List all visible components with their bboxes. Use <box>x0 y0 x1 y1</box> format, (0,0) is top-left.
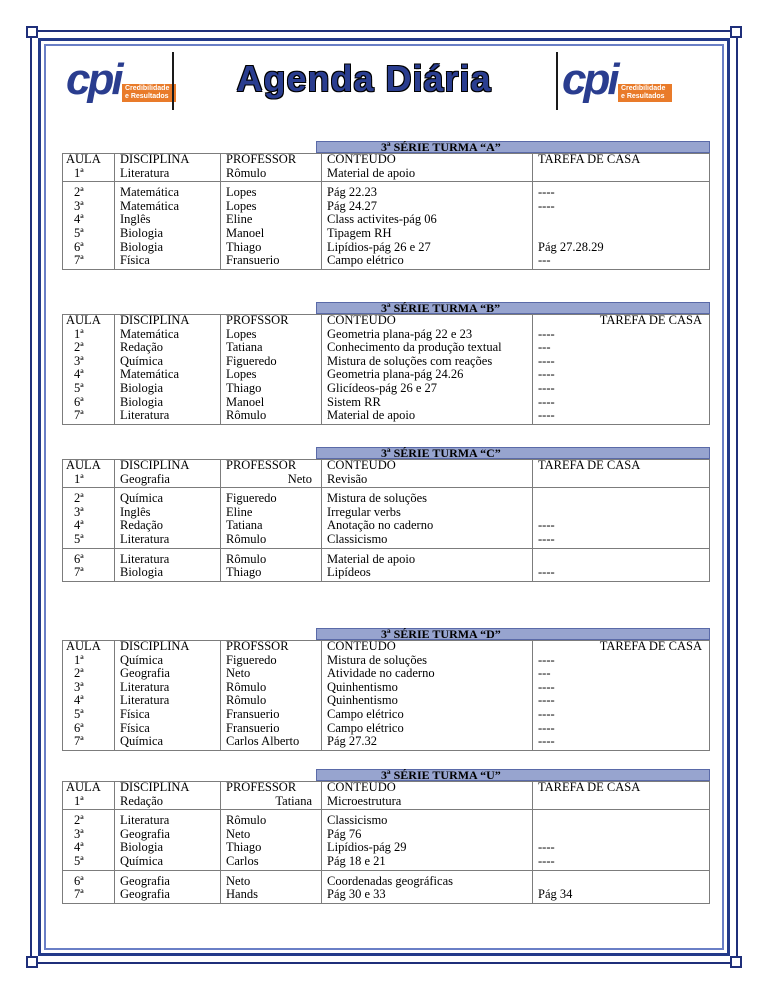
cell-conteudo: Glicídeos-pág 26 e 27 <box>327 381 438 395</box>
cell-tarefa: ---- <box>538 720 555 735</box>
column-header-aula: AULA <box>66 639 101 653</box>
cell-disciplina: Redação <box>120 518 164 533</box>
logo-tagline: Credibilidade e Resultados <box>122 84 176 102</box>
cell-aula: 7ª <box>74 565 84 580</box>
cell-professor: Thiago <box>226 565 262 580</box>
group-divider <box>62 181 710 182</box>
column-header-disciplina: DISCIPLINA <box>120 152 190 166</box>
cell-conteudo: Pág 30 e 33 <box>327 887 386 902</box>
frame-corner-top-left <box>26 26 38 38</box>
cell-disciplina: Matemática <box>120 185 179 200</box>
column-header-professor: PROFSSOR <box>226 313 289 327</box>
cell-professor: Tatiana <box>275 793 312 808</box>
cell-professor: Rômulo <box>226 813 267 828</box>
cell-disciplina: Biologia <box>120 565 164 580</box>
logo-tagline: Credibilidade e Resultados <box>618 84 672 102</box>
cell-conteudo: Material de apoio <box>327 165 416 180</box>
cell-conteudo: Campo elétrico <box>327 707 404 721</box>
cell-professor: Rômulo <box>226 693 267 708</box>
cell-professor: Tatiana <box>226 518 263 533</box>
group-divider <box>62 870 710 871</box>
cell-professor: Rômulo <box>226 551 267 566</box>
frame-corner-top-right <box>730 26 742 38</box>
cell-professor: Fransuerio <box>226 720 280 735</box>
cell-professor: Figueredo <box>226 353 277 368</box>
cell-disciplina: Química <box>120 652 164 667</box>
cpi-logo-left <box>66 52 176 108</box>
cell-conteudo: Pág 24.27 <box>327 198 377 213</box>
cell-conteudo: Class activites-pág 06 <box>327 212 437 227</box>
cell-tarefa: ---- <box>538 198 555 213</box>
cell-tarefa: --- <box>538 666 551 681</box>
cell-disciplina: Biologia <box>120 394 164 409</box>
column-header-disciplina: DISCIPLINA <box>120 780 190 794</box>
header-divider-right <box>556 52 558 110</box>
cell-conteudo: Atividade no caderno <box>327 666 435 681</box>
cell-professor: Fransuerio <box>226 707 280 721</box>
cell-professor: Carlos <box>226 854 259 868</box>
cell-conteudo: Lipídios-pág 26 e 27 <box>327 239 431 254</box>
cell-conteudo: Sistem RR <box>327 394 381 409</box>
column-header-tarefa: TAREFA DE CASA <box>599 313 702 327</box>
cell-disciplina: Biologia <box>120 840 164 855</box>
cell-conteudo: Material de apoio <box>327 408 416 423</box>
cell-professor: Neto <box>226 826 251 841</box>
cell-aula: 2ª <box>74 340 84 355</box>
column-header-disciplina: DISCIPLINA <box>120 458 190 472</box>
frame-corner-bottom-left <box>26 956 38 968</box>
column-header-conteudo: CONTEUDO <box>327 152 396 166</box>
cell-aula: 1ª <box>74 471 84 486</box>
cell-disciplina: Literatura <box>120 813 170 828</box>
cell-disciplina: Geografia <box>120 826 170 841</box>
cell-tarefa: --- <box>538 340 551 355</box>
cell-conteudo: Mistura de soluções <box>327 652 427 667</box>
cell-tarefa: ---- <box>538 854 555 868</box>
column-header-aula: AULA <box>66 313 101 327</box>
group-divider <box>62 487 710 488</box>
cell-disciplina: Literatura <box>120 551 170 566</box>
cell-disciplina: Física <box>120 707 150 721</box>
cell-tarefa: ---- <box>538 693 555 708</box>
column-header-tarefa: TAREFA DE CASA <box>599 639 702 653</box>
cell-conteudo: Pág 22.23 <box>327 185 377 200</box>
cell-tarefa: ---- <box>538 185 555 200</box>
cell-conteudo: Lipídios-pág 29 <box>327 840 407 855</box>
cell-conteudo: Pág 27.32 <box>327 734 377 749</box>
cell-professor: Eline <box>226 212 253 227</box>
cell-professor: Lopes <box>226 198 257 213</box>
cell-tarefa: ---- <box>538 840 555 855</box>
cell-tarefa: ---- <box>538 353 555 368</box>
cell-disciplina: Matemática <box>120 198 179 213</box>
cell-disciplina: Matemática <box>120 326 179 341</box>
cell-aula: 7ª <box>74 734 84 749</box>
cell-professor: Rômulo <box>226 679 267 694</box>
cell-tarefa: Pág 27.28.29 <box>538 239 604 254</box>
cell-aula: 2ª <box>74 666 84 681</box>
cell-disciplina: Química <box>120 854 164 868</box>
cell-conteudo: Conhecimento da produção textual <box>327 340 502 355</box>
cell-aula: 1ª <box>74 165 84 180</box>
section-title: 3ª SÉRIE TURMA “U” <box>316 769 710 781</box>
cell-disciplina: Literatura <box>120 532 170 546</box>
cell-tarefa: ---- <box>538 707 555 721</box>
cell-professor: Eline <box>226 504 253 519</box>
cell-disciplina: Física <box>120 720 150 735</box>
cell-tarefa: ---- <box>538 734 555 749</box>
cell-aula: 1ª <box>74 652 84 667</box>
cell-professor: Lopes <box>226 185 257 200</box>
cell-professor: Lopes <box>226 367 257 382</box>
cell-aula: 4ª <box>74 518 84 533</box>
cell-conteudo: Lipídeos <box>327 565 371 580</box>
column-header-professor: PROFESSOR <box>226 458 297 472</box>
cell-aula: 6ª <box>74 873 84 888</box>
cell-professor: Neto <box>226 666 251 681</box>
cell-disciplina: Redação <box>120 340 164 355</box>
section-title: 3ª SÉRIE TURMA “A” <box>316 141 710 153</box>
cell-conteudo: Mistura de soluções com reações <box>327 353 493 368</box>
column-header-disciplina: DISCIPLINA <box>120 313 190 327</box>
cell-professor: Thiago <box>226 239 262 254</box>
cell-conteudo: Pág 18 e 21 <box>327 854 386 868</box>
logo-text: cpi <box>66 55 121 104</box>
cell-conteudo: Mistura de soluções <box>327 491 427 506</box>
cell-aula: 4ª <box>74 693 84 708</box>
cell-tarefa: ---- <box>538 408 555 423</box>
cell-aula: 1ª <box>74 793 84 808</box>
cell-aula: 7ª <box>74 253 84 268</box>
cell-conteudo: Material de apoio <box>327 551 416 566</box>
cell-tarefa: --- <box>538 253 551 268</box>
column-header-conteudo: CONTEUDO <box>327 780 396 794</box>
cell-aula: 5ª <box>74 532 84 546</box>
cell-conteudo: Microestrutura <box>327 793 402 808</box>
cell-tarefa: ---- <box>538 394 555 409</box>
cell-conteudo: Campo elétrico <box>327 720 404 735</box>
cell-aula: 5ª <box>74 854 84 868</box>
cell-professor: Fransuerio <box>226 253 280 268</box>
cell-tarefa: ---- <box>538 518 555 533</box>
logo-text: cpi <box>562 55 617 104</box>
cell-aula: 4ª <box>74 367 84 382</box>
section-title: 3ª SÉRIE TURMA “D” <box>316 628 710 640</box>
cell-disciplina: Literatura <box>120 408 170 423</box>
cell-professor: Neto <box>226 873 251 888</box>
frame-corner-bottom-right <box>730 956 742 968</box>
cell-aula: 5ª <box>74 381 84 395</box>
cell-aula: 7ª <box>74 408 84 423</box>
cell-conteudo: Quinhentismo <box>327 679 398 694</box>
cell-tarefa: ---- <box>538 367 555 382</box>
cell-disciplina: Redação <box>120 793 164 808</box>
cell-aula: 3ª <box>74 504 84 519</box>
cell-disciplina: Inglês <box>120 504 151 519</box>
cell-disciplina: Biologia <box>120 226 164 240</box>
cell-aula: 6ª <box>74 551 84 566</box>
column-header-professor: PROFESSOR <box>226 780 297 794</box>
cell-aula: 2ª <box>74 491 84 506</box>
column-header-tarefa: TAREFA DE CASA <box>538 458 641 472</box>
cell-conteudo: Geometria plana-pág 22 e 23 <box>327 326 473 341</box>
cell-aula: 2ª <box>74 813 84 828</box>
cell-conteudo: Quinhentismo <box>327 693 398 708</box>
cell-disciplina: Química <box>120 491 164 506</box>
cell-aula: 4ª <box>74 840 84 855</box>
column-header-tarefa: TAREFA DE CASA <box>538 152 641 166</box>
cell-aula: 1ª <box>74 326 84 341</box>
cell-aula: 3ª <box>74 679 84 694</box>
cell-disciplina: Matemática <box>120 367 179 382</box>
cell-professor: Figueredo <box>226 491 277 506</box>
cell-tarefa: ---- <box>538 679 555 694</box>
cell-aula: 4ª <box>74 212 84 227</box>
cell-conteudo: Revisão <box>327 471 368 486</box>
column-header-disciplina: DISCIPLINA <box>120 639 190 653</box>
cell-disciplina: Biologia <box>120 239 164 254</box>
column-header-aula: AULA <box>66 152 101 166</box>
cell-conteudo: Geometria plana-pág 24.26 <box>327 367 464 382</box>
cell-disciplina: Geografia <box>120 666 170 681</box>
cell-professor: Neto <box>287 471 312 486</box>
cpi-logo-right <box>562 52 672 108</box>
cell-professor: Rômulo <box>226 408 267 423</box>
cell-conteudo: Coordenadas geográficas <box>327 873 453 888</box>
cell-professor: Hands <box>226 887 258 902</box>
cell-aula: 5ª <box>74 707 84 721</box>
cell-disciplina: Inglês <box>120 212 151 227</box>
cell-professor: Thiago <box>226 381 262 395</box>
column-header-conteudo: CONTEUDO <box>327 313 396 327</box>
cell-professor: Manoel <box>226 226 265 240</box>
cell-aula: 5ª <box>74 226 84 240</box>
page-header <box>62 48 710 114</box>
page-title: Agenda Diária <box>236 58 492 99</box>
cell-disciplina: Literatura <box>120 693 170 708</box>
column-header-professor: PROFESSOR <box>226 152 297 166</box>
cell-conteudo: Classicismo <box>327 813 388 828</box>
cell-professor: Rômulo <box>226 165 267 180</box>
cell-tarefa: ---- <box>538 652 555 667</box>
cell-disciplina: Literatura <box>120 679 170 694</box>
cell-disciplina: Geografia <box>120 887 170 902</box>
cell-professor: Lopes <box>226 326 257 341</box>
cell-aula: 3ª <box>74 198 84 213</box>
group-divider <box>62 548 710 549</box>
cell-conteudo: Classicismo <box>327 532 388 546</box>
cell-conteudo: Irregular verbs <box>327 504 401 519</box>
column-header-aula: AULA <box>66 458 101 472</box>
cell-professor: Carlos Alberto <box>226 734 300 749</box>
cell-professor: Tatiana <box>226 340 263 355</box>
column-header-tarefa: TAREFA DE CASA <box>538 780 641 794</box>
column-header-aula: AULA <box>66 780 101 794</box>
cell-disciplina: Literatura <box>120 165 170 180</box>
cell-professor: Rômulo <box>226 532 267 546</box>
cell-tarefa: ---- <box>538 565 555 580</box>
group-divider <box>62 809 710 810</box>
cell-disciplina: Química <box>120 353 164 368</box>
cell-disciplina: Química <box>120 734 164 749</box>
cell-aula: 6ª <box>74 239 84 254</box>
cell-tarefa: ---- <box>538 381 555 395</box>
column-header-conteudo: CONTEUDO <box>327 639 396 653</box>
cell-aula: 6ª <box>74 394 84 409</box>
cell-professor: Figueredo <box>226 652 277 667</box>
cell-tarefa: ---- <box>538 326 555 341</box>
cell-conteudo: Anotação no caderno <box>327 518 434 533</box>
cell-disciplina: Física <box>120 253 150 268</box>
cell-tarefa: ---- <box>538 532 555 546</box>
column-header-conteudo: CONTEUDO <box>327 458 396 472</box>
cell-professor: Thiago <box>226 840 262 855</box>
cell-conteudo: Tipagem RH <box>327 226 392 240</box>
cell-aula: 3ª <box>74 826 84 841</box>
cell-conteudo: Pág 76 <box>327 826 362 841</box>
cell-aula: 2ª <box>74 185 84 200</box>
cell-conteudo: Campo elétrico <box>327 253 404 268</box>
section-title: 3ª SÉRIE TURMA “B” <box>316 302 710 314</box>
cell-disciplina: Geografia <box>120 873 170 888</box>
section-title: 3ª SÉRIE TURMA “C” <box>316 447 710 459</box>
cell-aula: 7ª <box>74 887 84 902</box>
cell-tarefa: Pág 34 <box>538 887 573 902</box>
cell-professor: Manoel <box>226 394 265 409</box>
cell-disciplina: Geografia <box>120 471 170 486</box>
cell-aula: 3ª <box>74 353 84 368</box>
column-header-professor: PROFSSOR <box>226 639 289 653</box>
cell-aula: 6ª <box>74 720 84 735</box>
cell-disciplina: Biologia <box>120 381 164 395</box>
